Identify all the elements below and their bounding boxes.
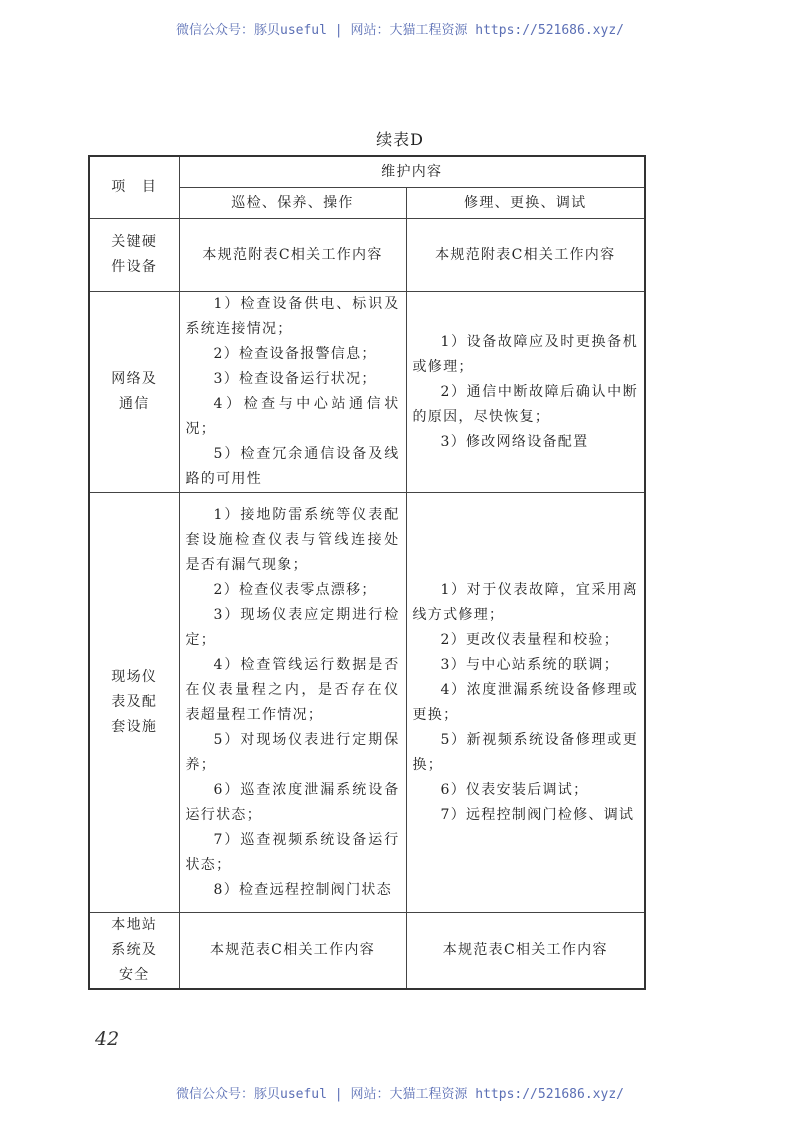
cell-repair [406,219,645,292]
list-item: 本规范表C相关工作内容 [209,942,375,958]
list-item: 本规范附表C相关工作内容 [202,246,383,263]
list-item: 6）仪表安装后调试； [440,781,589,798]
table-row [89,913,645,990]
header-group: 维护内容 [179,156,645,188]
list-item: 1）接地防雷系统等仪表配套设施检查仪表与管线连接处是否有漏气现象； [185,506,400,573]
cell-inspect [179,493,406,913]
list-item: 2）通信中断故障后确认中断的原因，尽快恢复； [412,383,639,425]
list-item: 本规范附表C相关工作内容 [435,246,616,263]
cell-inspect [179,219,406,292]
list-item: 5）新视频系统设备修理或更换； [412,731,639,773]
list-item: 7）远程控制阀门检修、调试 [440,806,635,823]
list-item: 5）对现场仪表进行定期保养； [185,731,400,773]
cell-repair [406,292,645,493]
row-name: 网络及通信 [89,292,179,493]
row-name: 现场仪表及配套设施 [89,493,179,913]
header-item: 项 目 [89,156,179,219]
list-item: 8）检查远程控制阀门状态 [213,881,393,898]
list-item: 3）修改网络设备配置 [440,433,589,450]
header-inspect: 巡检、保养、操作 [179,188,406,219]
list-item: 5）检查冗余通信设备及线路的可用性 [185,446,400,487]
list-item: 2）检查仪表零点漂移； [213,581,377,598]
page-number: 42 [95,1028,120,1050]
cell-inspect [179,292,406,493]
watermark-bottom: 微信公众号：豚贝useful | 网站：大猫工程资源 https://521686.xyz/ [176,1087,624,1102]
list-item: 4）检查与中心站通信状况； [185,396,400,437]
list-item: 7）巡查视频系统设备运行状态； [185,831,400,873]
row-name: 关键硬件设备 [89,219,179,292]
table-row [89,219,645,292]
table-row [89,493,645,913]
list-item: 1）设备故障应及时更换备机或修理； [412,333,639,375]
header-repair: 修理、更换、调试 [406,188,645,219]
maintenance-table [88,155,646,990]
list-item: 2）更改仪表量程和校验； [440,631,620,648]
list-item: 6）巡查浓度泄漏系统设备运行状态； [185,781,400,823]
list-item: 本规范表C相关工作内容 [442,942,608,958]
list-item: 2）检查设备报警信息； [213,346,377,362]
list-item: 3）现场仪表应定期进行检定； [185,606,400,648]
table-caption: 续表D [376,130,424,149]
list-item: 4）检查管线运行数据是否在仪表量程之内，是否存在仪表超量程工作情况； [185,656,400,723]
list-item: 3）检查设备运行状况； [213,371,377,387]
list-item: 1）检查设备供电、标识及系统连接情况； [185,296,400,337]
cell-repair [406,493,645,913]
row-name: 本地站系统及安全 [89,913,179,990]
table-row [89,292,645,493]
watermark-top: 微信公众号：豚贝useful | 网站：大猫工程资源 https://521686.xyz/ [176,23,624,38]
list-item: 4）浓度泄漏系统设备修理或更换； [412,681,639,723]
list-item: 3）与中心站系统的联调； [440,656,620,673]
list-item: 1）对于仪表故障，宜采用离线方式修理； [412,581,639,623]
cell-inspect [179,913,406,990]
cell-repair [406,913,645,990]
